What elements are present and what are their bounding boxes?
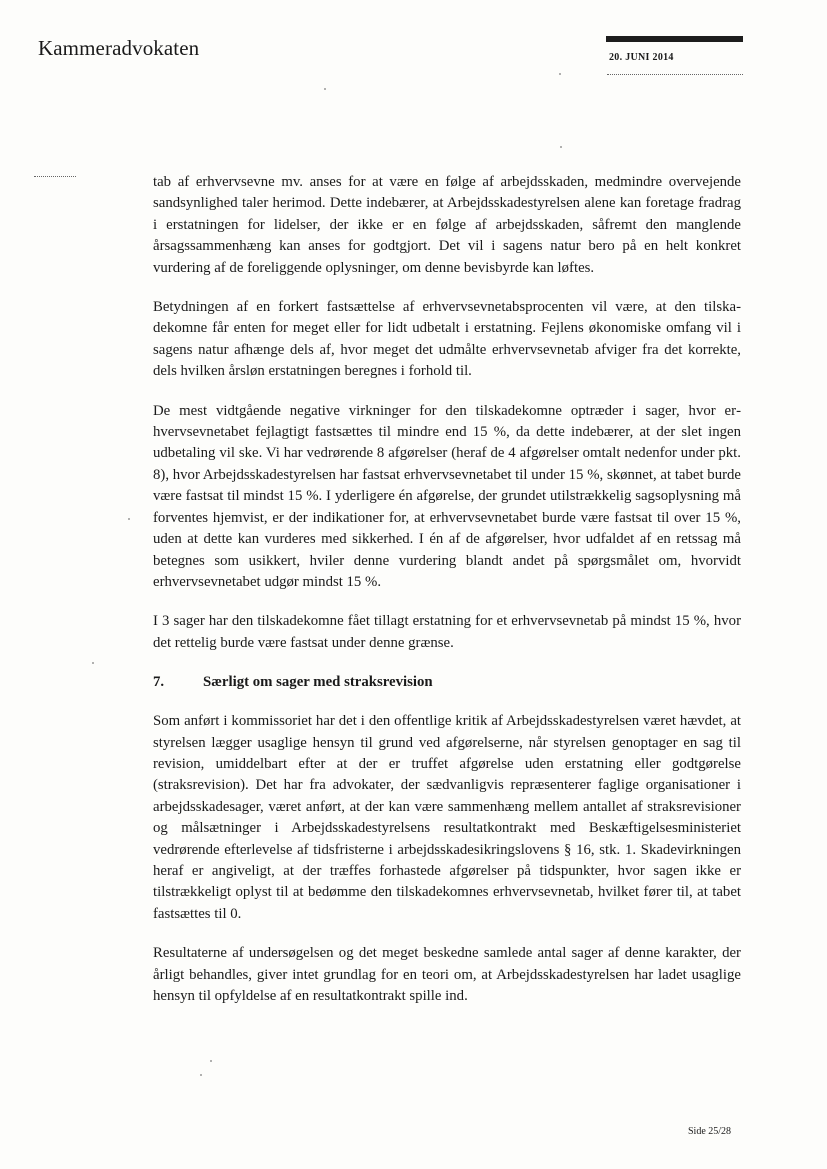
page-number: Side 25/28: [688, 1126, 732, 1137]
scan-speck: [559, 73, 561, 75]
scan-speck: [200, 1074, 202, 1076]
scan-speck: [92, 662, 94, 664]
margin-marker: [34, 176, 76, 177]
section-title: Særligt om sager med straksrevision: [203, 674, 433, 691]
document-date: 20. JUNI 2014: [609, 52, 674, 63]
paragraph: I 3 sager har den tilskadekomne fået tillagt erstatning for et erhvervsevnetab på mindst 15 %, hvor det rettelig burde være fastsat under denne grænse.: [153, 613, 741, 651]
firm-name: Kammeradvokaten: [38, 36, 200, 60]
paragraph: Betydningen af en forkert fastsættelse af erhvervsevnetabsprocenten vil være, at den tilskadekomne får enten for meget eller for lidt udbetalt i erstatning. Fejlens økonomiske omfang vil i sagens natur afhænge dels af, hvor meget det udmålte erhvervsevnetab afviger fra det korrekte, dels hvilken årsløn erstatningen beregnes i forhold til.: [153, 299, 741, 380]
header-bar: [606, 36, 743, 42]
paragraph: Som anført i kommissoriet har det i den offentlige kritik af Arbejdsskadestyrelsen været hævdet, at styrelsen lægger usaglige hensyn til grund ved afgørelserne, når styrelsen genoptager en sag til revision, umiddelbart efter at der er truffet afgørelse uden erstatning eller godtgørelse (straksrevision). Det har fra advokater, der sædvanligvis repræsenterer faglige organisationer i arbejdsskadesager, været anført, at der kan være sammenhæng mellem antallet af straksrevisioner og målsætninger i Arbejdsskadestyrelsens resultatkontrakt med Beskæftigelsesministeriet vedrørende efterlevelse af tidsfristerne i arbejdsskadesikringslovens § 16, stk. 1. Skadevirkningen heraf er angiveligt, at der træffes forhastede afgørelser på tidspunkter, hvor sagen ikke er tilstrækkeligt oplyst til at bedømme den tilskadekomnes erhvervsevnetab, hvilket fører til, at tabet fastsættes til 0.: [153, 713, 741, 922]
scan-speck: [210, 1060, 212, 1062]
scan-speck: [324, 88, 326, 90]
date-divider: [607, 74, 743, 75]
section-heading: [153, 672, 741, 693]
scan-speck: [128, 518, 130, 520]
document-body: [153, 172, 741, 1025]
section-number: 7.: [153, 674, 165, 691]
scan-speck: [560, 146, 562, 148]
paragraph: De mest vidtgående negative virkninger for den tilskadekomne optræder i sager, hvor erhvervsevnetabet fejlagtigt fastsættes til mindre end 15 %, da dette indebærer, at der slet ingen udbetaling vil ske. Vi har vedrørende 8 afgørelser (heraf de 4 afgørelser omtalt nedenfor under pkt. 8), hvor Arbejdsskadestyrelsen har fastsat erhvervsevnetabet til under 15 %, skønnet, at tabet burde være fastsat til mindst 15 %. I yderligere én afgørelse, der grundet utilstrækkelig sagsoplysning må forventes hjemvist, er der indikationer for, at erhvervsevnetabet burde være fastsat til over 15 %, uden at dette kan vurderes med sikkerhed. I én af de afgørelser, hvor udfaldet af en retssag må betegnes som usikkert, hviler denne vurdering blandt andet på spørgsmålet om, hvorvidt erhvervsevnetabet udgør mindst 15 %.: [153, 402, 741, 590]
paragraph: Resultaterne af undersøgelsen og det meget beskedne samlede antal sager af denne karakter, der årligt behandles, giver intet grundlag for en teori om, at Arbejdsskadestyrelsen har ladet usaglige hensyn til opfyldelse af en resultatkontrakt spille ind.: [153, 945, 741, 1004]
paragraph: tab af erhvervsevne mv. anses for at være en følge af arbejdsskaden, medmindre overvejende sandsynlighed taler herimod. Dette indebærer, at Arbejdsskadestyrelsen alene kan foretage fradrag i erstatningen for lidelser, der ikke er en følge af arbejdsskaden, såfremt den manglende årsagssammenhæng kan anses for godtgjort. Det vil i sagens natur bero på en helt konkret vurdering af de foreliggende oplysninger, om denne bevisbyrde kan løftes.: [153, 174, 741, 276]
